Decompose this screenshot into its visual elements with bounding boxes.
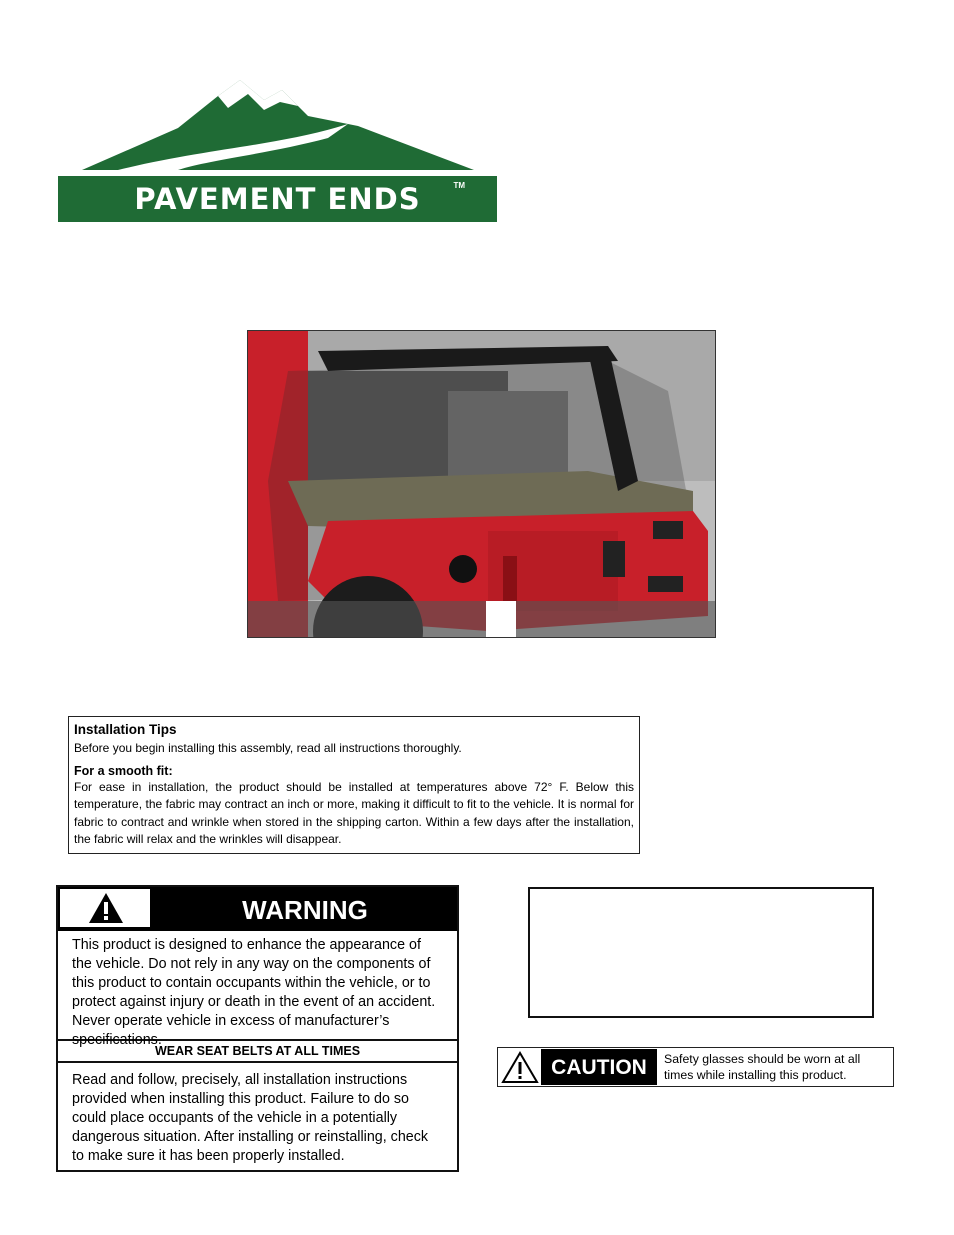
warning-body: This product is designed to enhance the appearance of the vehicle. Do not rely in any way on the components of this product to contain occupants within the vehicle, or to protect against injury or death in the event of an accident. Never operate vehicle in excess of manufacturer’s specifications. [72, 937, 436, 1048]
brand-name: PAVEMENT ENDS [134, 182, 421, 216]
caution-text: Safety glasses should be worn at all times while installing this product. [664, 1052, 861, 1082]
caution-box [497, 1047, 894, 1087]
product-photo [247, 330, 716, 638]
vehicle-photo-icon [248, 331, 715, 637]
logo-band [58, 176, 497, 222]
warning-title: WARNING [242, 895, 368, 925]
tips-subheading: For a smooth fit: [74, 763, 173, 778]
trademark: TM [453, 181, 465, 190]
tips-intro: Before you begin installing this assembly, read all instructions thoroughly. [74, 741, 462, 755]
installation-instructions-notice: Read and follow, precisely, all installation instructions provided when installing this product. Failure to do so could place occupants of the vehicle in a potentially dangerous situation. After installing or reinstalling, check to make sure it has been properly installed. [72, 1072, 429, 1164]
tips-body: For ease in installation, the product should be installed at temperatures above 72° F. Below this temperature, the fabric may contract an inch or more, making it difficult to fit to the vehicle. It is normal for fabric to contract and wrinkle when stored in the shipping carton. Within a few days after the installation, the fabric will relax and the wrinkles will disappear. [74, 779, 634, 846]
mountain-icon [58, 78, 498, 178]
warning-triangle-icon [88, 892, 124, 924]
blank-box [528, 887, 874, 1018]
caution-triangle-icon [499, 1049, 541, 1085]
warning-icon-box [60, 889, 150, 927]
tips-heading: Installation Tips [74, 722, 177, 737]
seat-belts-notice: WEAR SEAT BELTS AT ALL TIMES [58, 1039, 457, 1063]
warning-header [58, 887, 457, 931]
installation-tips-box [68, 716, 640, 854]
warning-box [56, 885, 459, 1172]
caution-label: CAUTION [541, 1049, 657, 1085]
pavement-ends-logo [58, 78, 498, 224]
